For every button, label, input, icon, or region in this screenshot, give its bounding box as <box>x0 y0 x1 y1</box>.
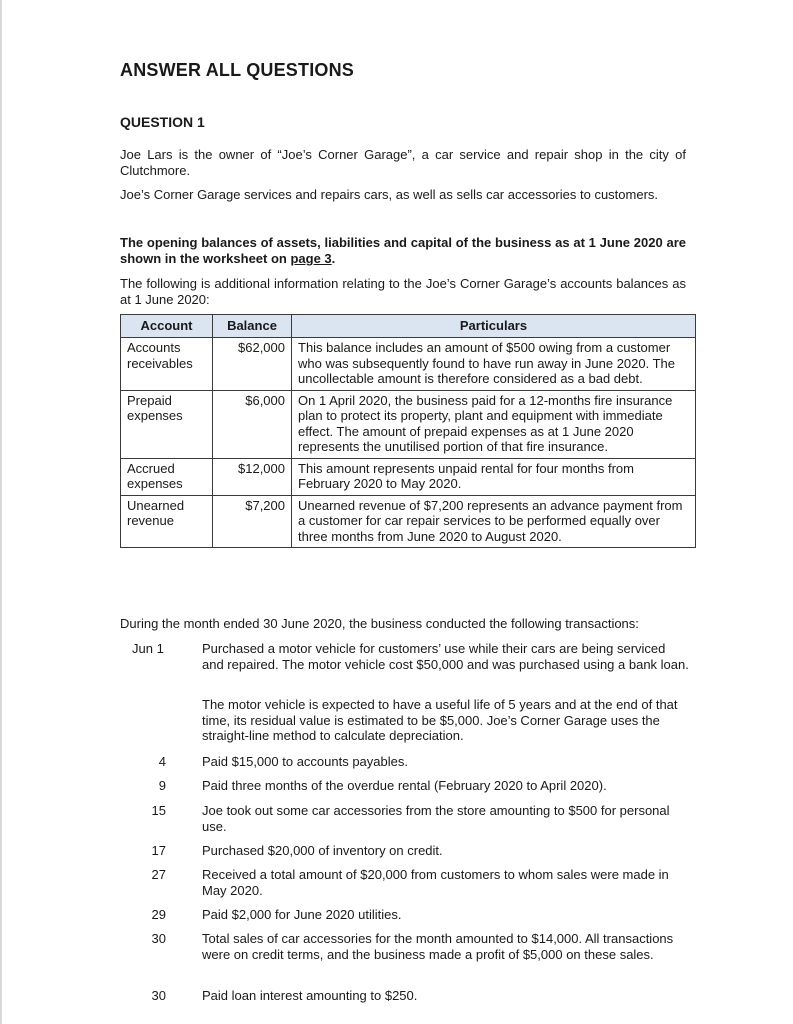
table-row <box>121 338 696 391</box>
transaction-text: Purchased a motor vehicle for customers’ use while their cars are being serviced and repaired. The motor vehicle cost $50,000 and was purchased using a bank loan. <box>202 641 689 672</box>
transaction-text: Purchased $20,000 of inventory on credit. <box>202 843 443 858</box>
opening-note-end: . <box>331 251 336 266</box>
account-cell: Prepaid expenses <box>121 390 213 458</box>
transaction-text: Total sales of car accessories for the month amounted to $14,000. All transactions were on credit terms, and the business made a profit of $5,000 on these sales. <box>202 931 674 962</box>
transaction-date: 29 <box>151 907 166 922</box>
opening-note-text: The opening balances of assets, liabilities and capital of the business as at 1 June 2020 are shown in the worksheet on <box>120 235 686 266</box>
page-heading: ANSWER ALL QUESTIONS <box>120 60 355 80</box>
opening-balances-note <box>120 235 686 267</box>
balance-cell: $62,000 <box>213 338 292 391</box>
balance-cell: $6,000 <box>213 390 292 458</box>
particulars-cell: This balance includes an amount of $500 owing from a customer who was subsequently found to have run away in June 2020. The uncollectable amount is therefore considered as a bad debt. <box>292 338 696 391</box>
transaction-text: Received a total amount of $20,000 from customers to whom sales were made in May 2020. <box>202 867 669 898</box>
page-reference-link[interactable]: page 3 <box>290 251 332 266</box>
page-edge <box>0 0 2 1024</box>
transactions-intro: During the month ended 30 June 2020, the business conducted the following transactions: <box>120 616 639 631</box>
particulars-cell: On 1 April 2020, the business paid for a 12-months fire insurance plan to protect its property, plant and equipment with immediate effect. The amount of prepaid expenses as at 1 June 2020 represents the unutilised portion of that fire insurance. <box>292 390 696 458</box>
header-account: Account <box>121 315 213 338</box>
table-header-row <box>121 315 696 338</box>
transaction-text: Paid $15,000 to accounts payables. <box>202 754 408 769</box>
transaction-date: 9 <box>158 778 166 793</box>
particulars-cell: This amount represents unpaid rental for four months from February 2020 to May 2020. <box>292 458 696 495</box>
transaction-date: Jun 1 <box>132 641 164 656</box>
transaction-date: 27 <box>151 867 166 882</box>
particulars-cell: Unearned revenue of $7,200 represents an advance payment from a customer for car repair services to be performed equally over three months from June 2020 to August 2020. <box>292 495 696 548</box>
transaction-text: Paid loan interest amounting to $250. <box>202 988 418 1003</box>
transaction-date: 17 <box>151 843 166 858</box>
table-row <box>121 458 696 495</box>
account-balances-table <box>120 314 696 548</box>
table-row <box>121 390 696 458</box>
table-row <box>121 495 696 548</box>
question-title: QUESTION 1 <box>120 114 205 130</box>
transaction-text: The motor vehicle is expected to have a useful life of 5 years and at the end of that time, its residual value is estimated to be $5,000. Joe’s Corner Garage uses the straight-line method to calculate depreciation. <box>202 697 678 743</box>
transaction-date: 4 <box>158 754 166 769</box>
transaction-text: Paid three months of the overdue rental (February 2020 to April 2020). <box>202 778 607 793</box>
transaction-text: Joe took out some car accessories from the store amounting to $500 for personal use. <box>202 803 670 834</box>
transaction-date: 15 <box>151 803 166 818</box>
account-cell: Unearned revenue <box>121 495 213 548</box>
balance-cell: $7,200 <box>213 495 292 548</box>
intro-paragraph-2: Joe’s Corner Garage services and repairs cars, as well as sells car accessories to customers. <box>120 187 659 202</box>
additional-info-paragraph: The following is additional information relating to the Joe’s Corner Garage’s accounts balances as at 1 June 2020: <box>120 276 686 307</box>
header-particulars: Particulars <box>292 315 696 338</box>
transaction-date: 30 <box>151 988 166 1003</box>
header-balance: Balance <box>213 315 292 338</box>
transaction-text: Paid $2,000 for June 2020 utilities. <box>202 907 402 922</box>
account-cell: Accrued expenses <box>121 458 213 495</box>
intro-paragraph-1: Joe Lars is the owner of “Joe’s Corner Garage”, a car service and repair shop in the city of Clutchmore. <box>120 147 686 178</box>
account-cell: Accounts receivables <box>121 338 213 391</box>
transaction-date: 30 <box>151 931 166 946</box>
balance-cell: $12,000 <box>213 458 292 495</box>
